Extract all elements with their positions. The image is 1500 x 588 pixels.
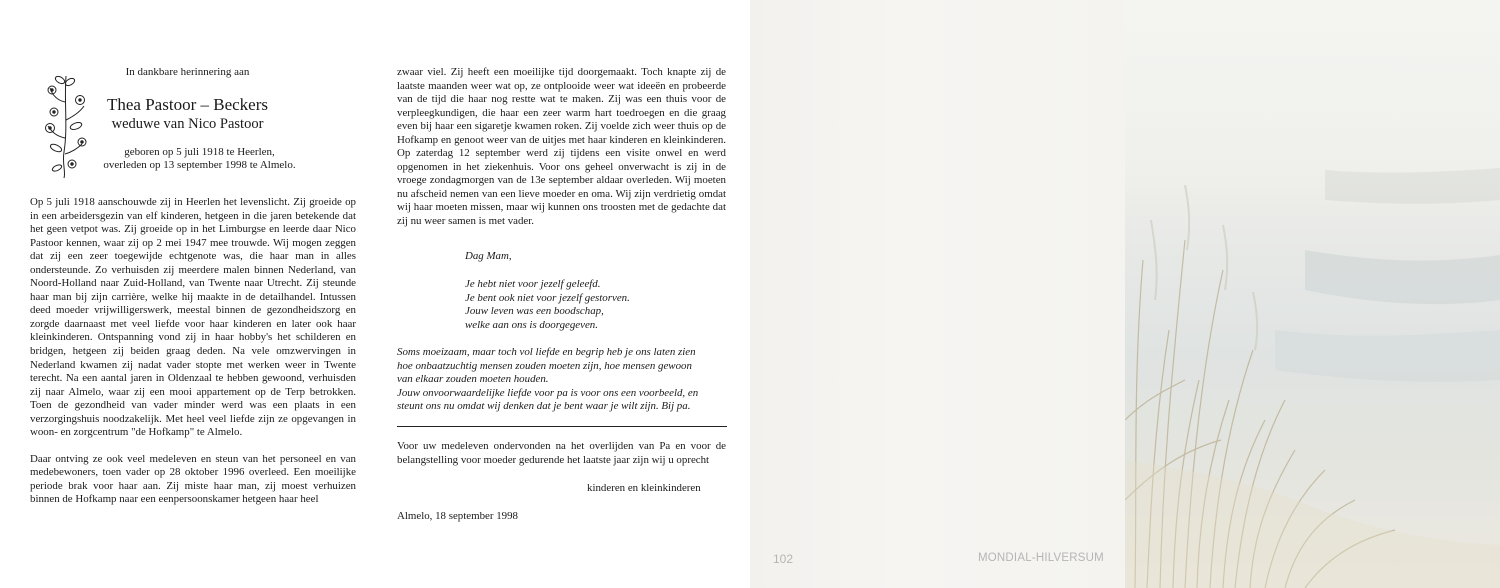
death-line: overleden op 13 september 1998 te Almelo. [103,159,296,171]
biography-column-1 [30,196,356,520]
signature: kinderen en kleinkinderen [587,482,701,494]
widow-line: weduwe van Nico Pastoor [111,116,264,132]
card-panel-left [0,0,375,588]
poem-line: Je hebt niet voor jezelf geleefd. [465,278,601,290]
divider-line [397,426,727,427]
tribute-line: steunt ons nu omdat wij denken dat je bent waar je wilt zijn. Bij pa. [397,400,691,413]
page-number: 102 [773,552,794,566]
birth-line: geboren op 5 juli 1918 te Heerlen, [124,146,275,158]
poem-stanza [465,278,630,332]
poem-greeting: Dag Mam, [465,250,512,262]
biography-paragraph: Daar ontving ze ook veel medeleven en steun van het personeel en van medebewoners, toen vader op 28 oktober 1996 overleed. Een moeilijke periode brak voor haar aan. Zij miste haar man, zij moest verhuizen binnen de Hofkamp naar een eenpersoonskamer hetgeen haar heel [30,452,356,506]
publisher-brand: MONDIAL-HILVERSUM [978,552,1104,564]
tribute-line: Jouw onvoorwaardelijke liefde voor pa is voor ons een voorbeeld, en [397,386,699,399]
tribute-line: van elkaar zouden moeten houden. [397,373,549,386]
watercolor-reeds-image [1125,0,1500,588]
deceased-name: Thea Pastoor – Beckers [107,95,268,114]
reeds-illustration [1125,0,1500,588]
tribute-text [397,346,698,414]
tribute-line: hoe onbaatzuchtig mensen zouden moeten zijn, hoe mensen gewoon [397,359,692,372]
poem-line: welke aan ons is doorgegeven. [465,318,598,331]
intro-line: In dankbare herinnering aan [125,66,250,78]
place-date: Almelo, 18 september 1998 [397,510,518,522]
card-panel-middle [375,0,750,588]
card-back-blank [750,0,1125,588]
thanks-text: Voor uw medeleven ondervonden na het overlijden van Pa en voor de belangstelling voor moeder gedurende het laatste jaar zijn wij u oprecht [397,440,726,466]
poem-line: Je bent ook niet voor jezelf gestorven. [465,291,630,304]
biography-paragraph: Op 5 juli 1918 aanschouwde zij in Heerlen het levenslicht. Zij groeide op in een arbeidersgezin van elf kinderen, hetgeen in die jaren betekende dat het geen vetpot was. Zij groeide op in het Limburgse en leerde daar Nico Pastoor kennen, waar zij op 2 mei 1947 mee trouwde. Wij mogen zeggen dat zij een zeer toegewijde echtgenote was, die haar man in alles ondersteunde. Zo verhuisden zij meerdere malen binnen Nederland, van Noord-Holland naar Zuid-Holland, van Twente naar Utrecht. Zij steunde haar man bij zijn carrière, welke hij maakte in de detailhandel. Intussen deed moeder vrijwilligerswerk, meestal binnen de gezondheidszorg en zorgde daarnaast met veel liefde voor haar kinderen en later ook haar kleinkinderen. Ontspanning vond zij in haar hobby's het schilderen en bridgen, hetgeen zij beiden graag deden. Na vele omzwervingen in Nederland kwamen zij nadat vader stopte met werken weer in Twente terecht. Na een aantal jaren in Oldenzaal te hebben gewoond, verhuisden zij naar Almelo, waar zij een mooi appartement op de Terp betrokken. Toen de gezondheid van vader minder werd was een plaats in een verzorgingshuis noodzakelijk. Met heel veel liefde zijn ze opgevangen in woon- en zorgcentrum "de Hofkamp" te Almelo. [30,196,356,439]
biography-column-2 [397,66,726,242]
tribute-line: Soms moeizaam, maar toch vol liefde en begrip heb je ons laten zien [397,346,696,358]
poem-line: Jouw leven was een boodschap, [465,305,604,318]
biography-paragraph: zwaar viel. Zij heeft een moeilijke tijd doorgemaakt. Toch knapte zij de laatste maanden weer wat op, ze ontplooide weer wat ideeën en probeerde van de tijd die haar nog restte wat te maken. Zij was een thuis voor de verpleegkundigen, die haar een zeer warm hart toedroegen en die graag even bij haar een sigaretje kwamen roken. Zij voelde zich weer thuis op de Hofkamp en genoot weer van de uitjes met haar kinderen en kleinkinderen. Op zaterdag 12 september werd zij tijdens een visite onwel en werd opgenomen in het ziekenhuis. Voor ons geheel onverwacht is zij in de vroege zondagmorgen van de 13e september aldaar overleden. Wij moeten nu afscheid nemen van een lieve moeder en oma. Wij zijn verdrietig omdat wij haar moeten missen, maar wij kunnen ons troosten met de gedachte dat zij nu weer samen is met vader. [397,66,726,228]
